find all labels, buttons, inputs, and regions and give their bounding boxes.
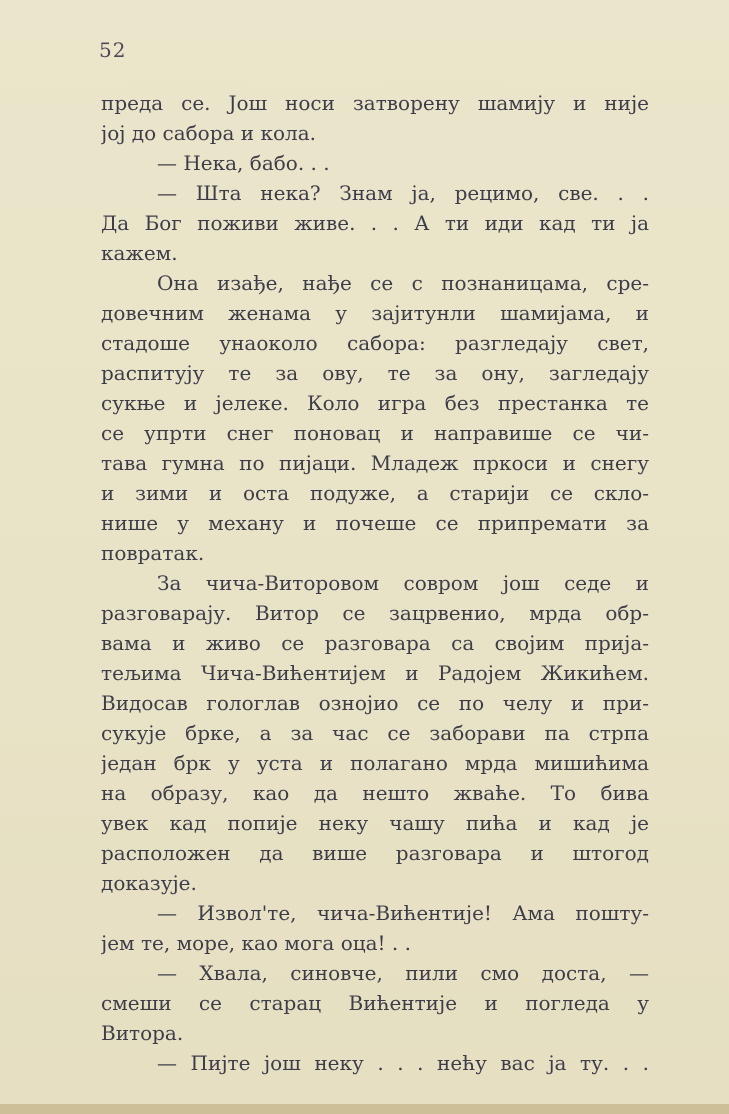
text-line: Видосав гологлав ознојио се по челу и при-: [101, 691, 649, 715]
text-line: преда се. Још носи затворену шамију и није: [101, 91, 649, 115]
text-line: — Хвала, синовче, пили смо доста, —: [157, 961, 649, 985]
text-line: увек кад попије неку чашу пића и кад је: [101, 811, 649, 835]
text-line: један брк у уста и полагано мрда мишићима: [101, 751, 649, 775]
text-line: нише у механу и почеше се припремати за: [101, 511, 649, 535]
text-line: вама и живо се разговара са својим прија-: [101, 631, 649, 655]
text-line: распитују те за ову, те за ону, загледају: [101, 361, 649, 385]
text-line: — Нека, бабо. . .: [157, 151, 330, 175]
text-line: довечним женама у зајитунли шамијама, и: [101, 301, 649, 325]
text-line: и зими и оста подуже, а старији се скло-: [101, 481, 649, 505]
text-line: За чича-Виторовом совром још седе и: [157, 571, 649, 595]
text-line: кажем.: [101, 241, 178, 265]
text-line: стадоше унаоколо сабора: разгледају свет,: [101, 331, 649, 355]
text-line: јој до сабора и кола.: [101, 121, 317, 145]
text-line: смеши се старац Вићентије и погледа у: [101, 991, 649, 1015]
text-line: Витора.: [101, 1021, 184, 1045]
text-line: Да Бог поживи живе. . . А ти иди кад ти ја: [101, 211, 649, 235]
text-line: на образу, као да нешто жваће. То бива: [101, 781, 649, 805]
text-line: расположен да више разговара и штогод: [101, 841, 649, 865]
body-text: [101, 88, 649, 1078]
text-line: тава гумна по пијаци. Младеж пркоси и снегу: [101, 451, 649, 475]
text-line: доказује.: [101, 871, 197, 895]
text-line: повратак.: [101, 541, 205, 565]
text-line: Она изађе, нађе се с познаницама, сре-: [157, 271, 649, 295]
text-line: — Пијте још неку . . . нећу вас ја ту. . .: [157, 1051, 649, 1075]
text-line: — Шта нека? Знам ја, рецимо, све. . .: [157, 181, 649, 205]
text-line: јем те, море, као мога оца! . .: [101, 931, 411, 955]
text-line: разговарају. Витор се зацрвенио, мрда обр-: [101, 601, 649, 625]
text-line: — Извол'те, чича-Вићентије! Ама пошту-: [157, 901, 649, 925]
text-line: сукње и јелеке. Коло игра без престанка те: [101, 391, 649, 415]
page-number: 52: [99, 38, 127, 62]
page-bottom-edge: [0, 1104, 729, 1114]
text-line: тељима Чича-Вићентијем и Радојем Жикићем.: [101, 661, 649, 685]
text-line: се упрти снег поновац и направише се чи-: [101, 421, 649, 445]
text-line: сукује брке, а за час се заборави па стрпа: [101, 721, 649, 745]
